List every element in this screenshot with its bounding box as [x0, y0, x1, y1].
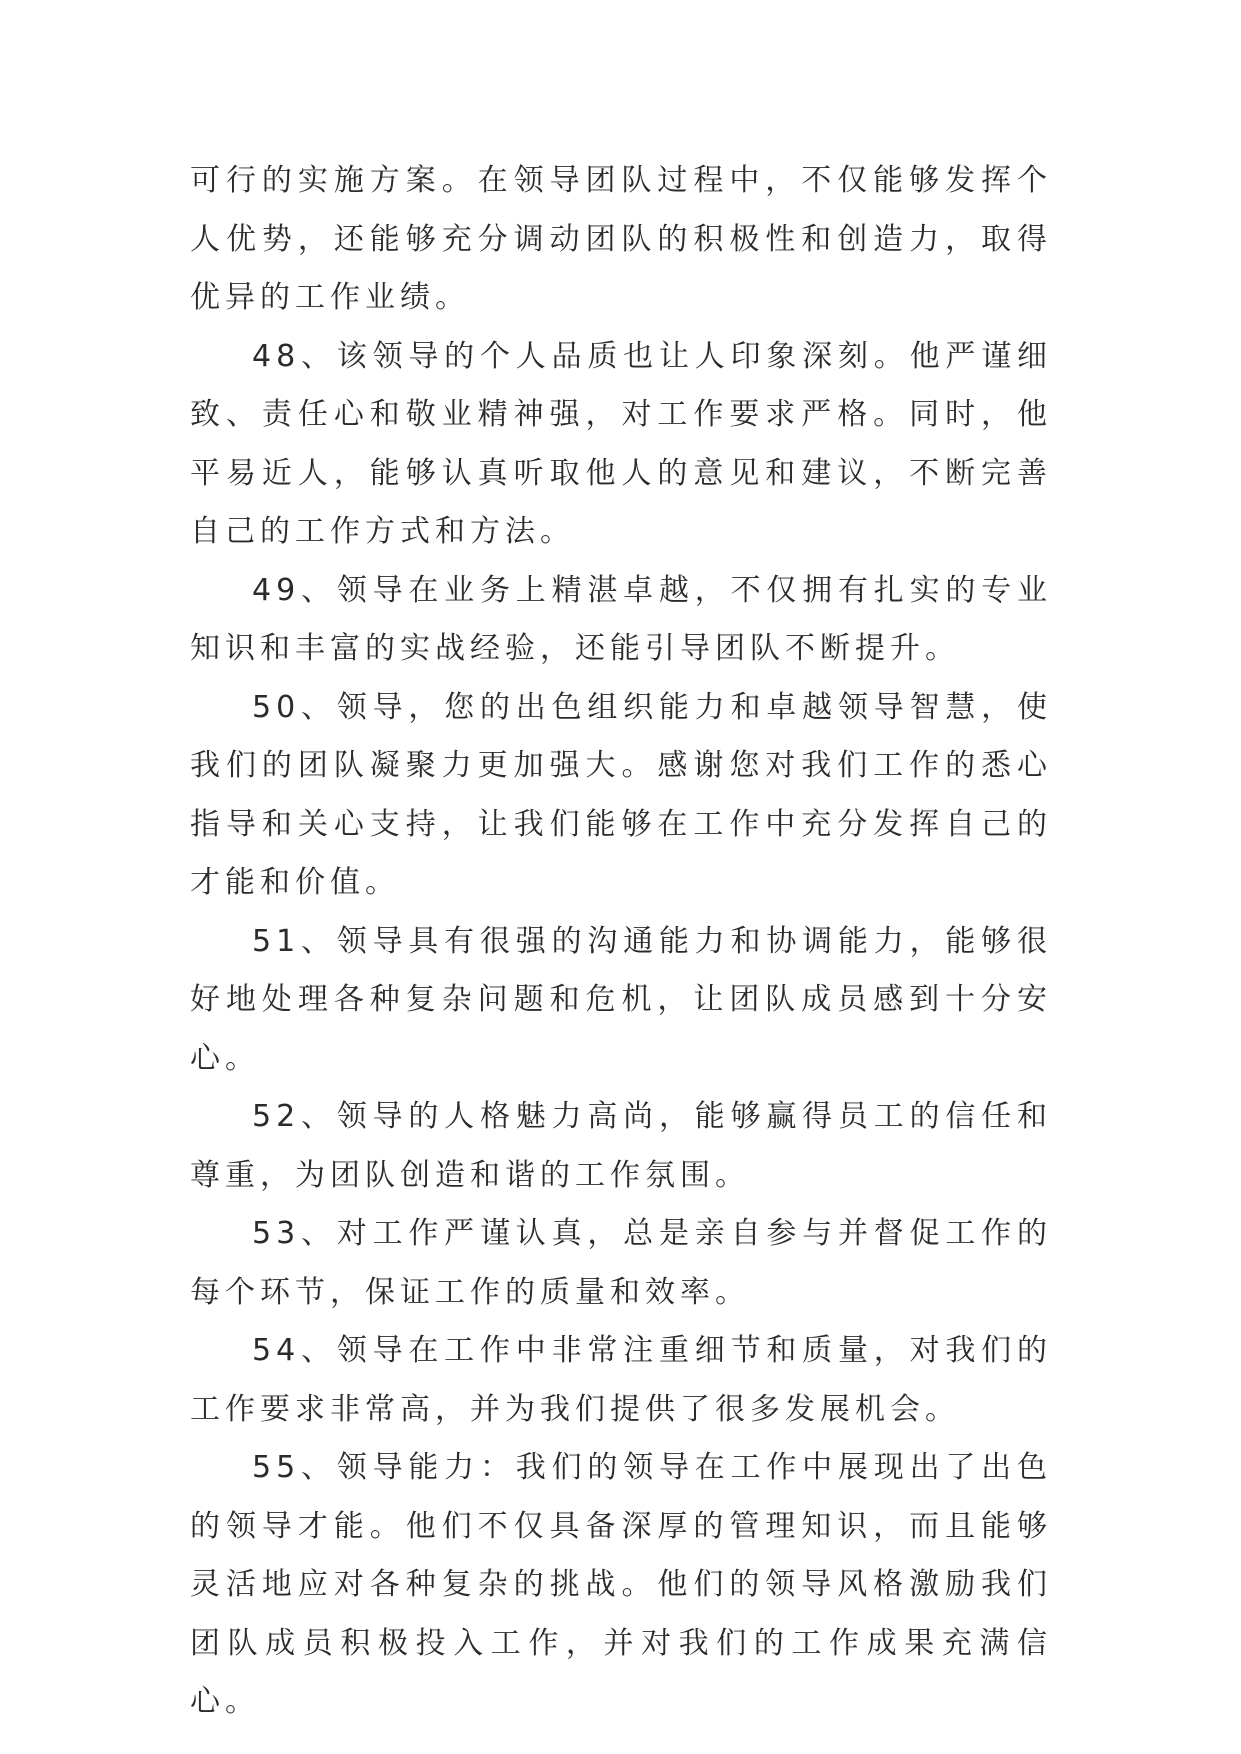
paragraph-item-54: 54、领导在工作中非常注重细节和质量，对我们的工作要求非常高，并为我们提供了很多发展机会。 [190, 1333, 1052, 1427]
paragraph-item-51: 51、领导具有很强的沟通能力和协调能力，能够很好地处理各种复杂问题和危机，让团队成员感到十分安心。 [190, 923, 1052, 1076]
paragraph-item-48: 48、该领导的个人品质也让人印象深刻。他严谨细致、责任心和敬业精神强，对工作要求严格。同时，他平易近人，能够认真听取他人的意见和建议，不断完善自己的工作方式和方法。 [190, 338, 1052, 549]
document-body [190, 152, 1052, 1732]
paragraph-item-49: 49、领导在业务上精湛卓越，不仅拥有扎实的专业知识和丰富的实战经验，还能引导团队不断提升。 [190, 572, 1052, 666]
paragraph-item-50: 50、领导，您的出色组织能力和卓越领导智慧，使我们的团队凝聚力更加强大。感谢您对我们工作的悉心指导和关心支持，让我们能够在工作中充分发挥自己的才能和价值。 [190, 689, 1052, 900]
paragraph-item-55: 55、领导能力：我们的领导在工作中展现出了出色的领导才能。他们不仅具备深厚的管理知识，而且能够灵活地应对各种复杂的挑战。他们的领导风格激励我们团队成员积极投入工作，并对我们的工作成果充满信心。 [190, 1450, 1052, 1719]
paragraph-item-52: 52、领导的人格魅力高尚，能够赢得员工的信任和尊重，为团队创造和谐的工作氛围。 [190, 1099, 1052, 1193]
paragraph-item-53: 53、对工作严谨认真，总是亲自参与并督促工作的每个环节，保证工作的质量和效率。 [190, 1216, 1052, 1310]
paragraph-continuation: 可行的实施方案。在领导团队过程中，不仅能够发挥个人优势，还能够充分调动团队的积极性和创造力，取得优异的工作业绩。 [190, 163, 1052, 315]
